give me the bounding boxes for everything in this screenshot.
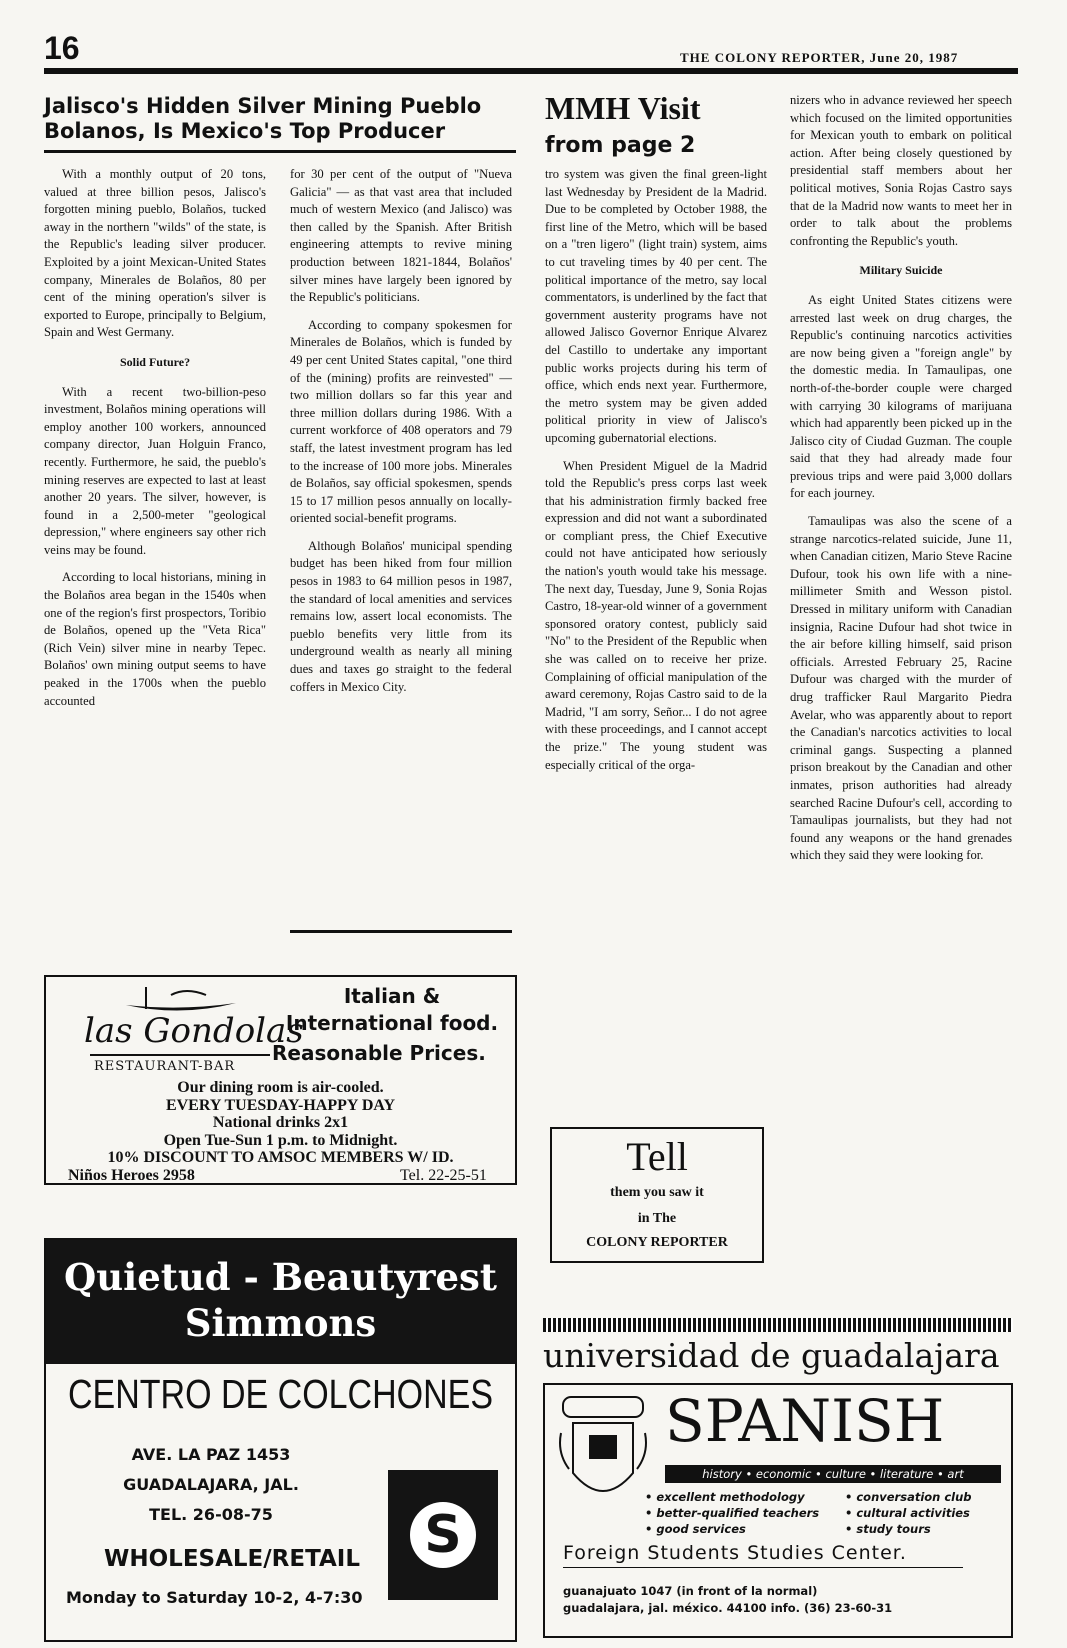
simmons-s-icon: S (410, 1502, 476, 1568)
feature-item: • better-qualified teachers (645, 1506, 820, 1520)
air-cooled-line: Our dining room is air-cooled. (177, 1079, 384, 1096)
article2-col4 (790, 92, 1012, 875)
article1-col1 (44, 166, 266, 720)
colchones-hours: Monday to Saturday 10-2, 4-7:30 (66, 1588, 363, 1607)
article2-col3 (545, 166, 767, 784)
article-end-rule (290, 930, 512, 933)
tell-line4: COLONY REPORTER (586, 1235, 728, 1250)
colchones-address (96, 1440, 326, 1530)
banner-line2: Simmons (184, 1301, 377, 1345)
wholesale-retail: WHOLESALE/RETAIL (104, 1546, 361, 1572)
feature-item: • cultural activities (845, 1506, 970, 1520)
university-crest-icon (555, 1393, 651, 1513)
tell-line3: in The (637, 1211, 677, 1226)
drinks-line: National drinks 2x1 (212, 1114, 349, 1131)
article2-title: MMH Visit (545, 90, 701, 126)
paragraph: As eight United States citizens were arrested last week on drug charges, the Republic's continuing narcotics activities are now being given a "foreign angle" by the domestic media. In Tamaulipas, one north-of-the-border couple were charged with carrying 30 kilograms of marijuana which had apparently been picked up in the Jalisco city of Ciudad Guzman. The couple said that they had already made four previous trips and were paid 3,000 dollars for each journey. (790, 292, 1012, 501)
subhead-military-suicide: Military Suicide (859, 263, 943, 278)
paragraph: According to company spokesmen for Minerales de Bolaños, which is funded by 49 per cent United States capital, "one third of the (mining) profits are reinvested" — two million dollars so far this year and three million dollars during 1986. With a current workforce of 408 operators and 79 staff, the latest investment program has led to the increase of 100 more jobs. Minerales de Bolaños, say official spokesmen, spends 15 to 17 million pesos annually on locally-oriented social-benefit programs. (290, 317, 512, 526)
gondolas-phone: Tel. 22-25-51 (400, 1167, 487, 1184)
features-right (845, 1489, 972, 1537)
masthead: THE COLONY REPORTER, June 20, 1987 (680, 50, 959, 65)
ad-las-gondolas (44, 975, 517, 1185)
discount-line: 10% DISCOUNT TO AMSOC MEMBERS W/ ID. (107, 1149, 454, 1166)
paragraph: nizers who in advance reviewed her speech which focused on the limited opportunities for Mexican youth to embark on political action. After being closely questioned by presidential staff members about her political motives, Sonia Rojas Castro says that de la Madrid now wants to meet her in order to talk about the problems confronting the Republic's youth. (790, 93, 1012, 248)
article1-col2 (290, 166, 512, 706)
udg-address-line1: guanajuato 1047 (in front of la normal) (563, 1584, 818, 1598)
prices-tagline: Reasonable Prices. (272, 1041, 486, 1065)
banner-line1: Quietud - Beautyrest (64, 1255, 497, 1299)
paragraph: Although Bolaños' municipal spending budget has been hiked from four million pesos in 1983 to 64 million pesos in 1987, the standard of local amenities and services remains low, assert local economists. The pueblo benefits very little from its underground wealth as nearly all mining dues and taxes go straight to the federal coffers in Mexico City. (290, 538, 512, 694)
paragraph: for 30 per cent of the output of "Nueva Galicia" — as that vast area that included much of western Mexico (and Jalisco) was then called by the Spanish. After British engineering attempts to revive mining production between 1821-1844, Bolaños' silver mines have largely been ignored by the Republic's politicians. (290, 167, 512, 305)
topics-line: history • economic • culture • literature • art (702, 1467, 964, 1481)
paragraph: With a recent two-billion-peso investment, Bolaños mining operations will employ another 100 workers, announced company director, Juan Holguin Franco, recently. Furthermore, he said, the pueblo's mining reserves are expected to last at least another 20 years. The silver, however, is found in a 2,500-meter "geological depression," where engineers say other rich veins may be found. (44, 384, 266, 557)
paragraph: When President Miguel de la Madrid told the Republic's press corps last week that his administration firmly backed free expression and did not want a subordinated or compliant press, the Chief Executive could not have anticipated how seriously the nation's youth would take his message. The next day, Tuesday, June 9, Sonia Rojas Castro, 18-year-old winner of a government sponsored oratory contest, publicly said "No" to the President of the Republic when she was called on to receive her prize. Complaining of official manipulation of the award ceremony, Rojas Castro said to de la Madrid, "I am sorry, Señor... I do not agree with these proceedings, and I cannot accept the prize." The young student was especially critical of the orga- (545, 458, 767, 772)
simmons-logo (388, 1470, 498, 1600)
feature-item: • excellent methodology (645, 1490, 805, 1504)
address-line2: GUADALAJARA, JAL. (123, 1475, 299, 1494)
feature-item: • conversation club (845, 1490, 972, 1504)
article2-subtitle: from page 2 (545, 133, 696, 158)
paragraph: Tamaulipas was also the scene of a strange narcotics-related suicide, June 11, when Canadian citizen, Mario Steve Racine Dufour, took his own life with a nine-millimeter Smith and Wesson pistol. Dressed in military uniform with Canadian insignia, Racine Dufour had shot twice in the air before killing himself, said prison officials. Arrested February 25, Racine Dufour was charged with the murder of drug trafficker Raul Margarito Piedra Avelar, who was apparently about to report the Canadian's narcotics activities to local criminal gangs. Suspecting a planned prison breakout by the Canadian and other inmates, prison authorities had already searched Racine Dufour's cell, according to Tamaulipas journalists, but they had not found any weapons or the hand grenades which they said they were looking for. (790, 514, 1012, 863)
address-line1: AVE. LA PAZ 1453 (131, 1445, 291, 1464)
hours-line: Open Tue-Sun 1 p.m. to Midnight. (163, 1131, 398, 1149)
paragraph: According to local historians, mining in the Bolaños area began in the 1540s when one of the region's first prospectors, Toribio de Bolaños, opened up the "Veta Rica" (Rich Vein) silver mine in nearby Tepec. Bolaños' own mining output seems to have peaked in the 1700s when the pueblo accounted (44, 570, 266, 708)
happy-day-line: EVERY TUESDAY-HAPPY DAY (165, 1096, 396, 1114)
paragraph: With a monthly output of 20 tons, valued at three billion pesos, Jalisco's forgotten mining pueblo, Bolaños, tucked away in the northern "wilds" of the state, is the Republic's leading silver producer. Exploited by a joint Mexican-United States company, Minerales de Bolaños, 80 per cent of the mining operation's silver is exported to Europe, principally to Belgium, Spain and West Germany. (44, 167, 266, 340)
logo-underline (90, 1054, 270, 1056)
udg-top-bar (543, 1318, 1013, 1332)
udg-name: universidad de guadalajara (543, 1336, 1000, 1375)
ad-details (46, 1079, 515, 1167)
features-left (645, 1489, 819, 1537)
beautyrest-banner (46, 1240, 515, 1364)
centro-title: CENTRO DE COLCHONES (67, 1372, 494, 1418)
foreign-students-center: Foreign Students Studies Center. (563, 1542, 907, 1564)
feature-item: • study tours (845, 1522, 931, 1536)
food-tagline: Italian & International food. (285, 984, 499, 1035)
gondolas-address: Niños Heroes 2958 (68, 1167, 195, 1184)
phone-line: TEL. 26-08-75 (149, 1505, 273, 1524)
gondolas-logo: las Gondolas (84, 1011, 304, 1051)
tell-line2: them you saw it (610, 1185, 704, 1200)
udg-address (563, 1583, 892, 1617)
subhead-solid-future: Solid Future? (119, 354, 191, 369)
spanish-title: SPANISH (665, 1387, 945, 1455)
headline-rule (44, 150, 516, 153)
feature-item: • good services (645, 1522, 746, 1536)
page-number: 16 (44, 30, 80, 66)
udg-address-line2: guadalajara, jal. méxico. 44100 info. (36) 23-60-31 (563, 1601, 893, 1615)
center-underline (563, 1567, 963, 1568)
paragraph: tro system was given the final green-light last Wednesday by President de la Madrid. Due to be completed by October 1988, the first line of the Metro, which will be based on a "tren ligero" (light train) system, aims to cut traveling times by 40 per cent. The political importance of the metro, say local commentators, is underlined by the fact that government austerity programs have not allowed Jalisco Governor Enrique Alvarez del Castillo to undertake any important public works projects during his term of office, which ends next year. Furthermore, the metro system may be given added political priority in view of Jalisco's upcoming gubernatorial elections. (545, 167, 767, 445)
top-rule (44, 68, 1018, 74)
ad-tell-them (550, 1127, 764, 1263)
ad-udg-spanish (543, 1383, 1013, 1638)
restaurant-bar-label: RESTAURANT-BAR (94, 1059, 236, 1074)
article1-headline: Jalisco's Hidden Silver Mining Pueblo Bolanos, Is Mexico's Top Producer (44, 94, 482, 143)
tell-word: Tell (626, 1134, 688, 1179)
ad-centro-colchones (44, 1238, 517, 1642)
